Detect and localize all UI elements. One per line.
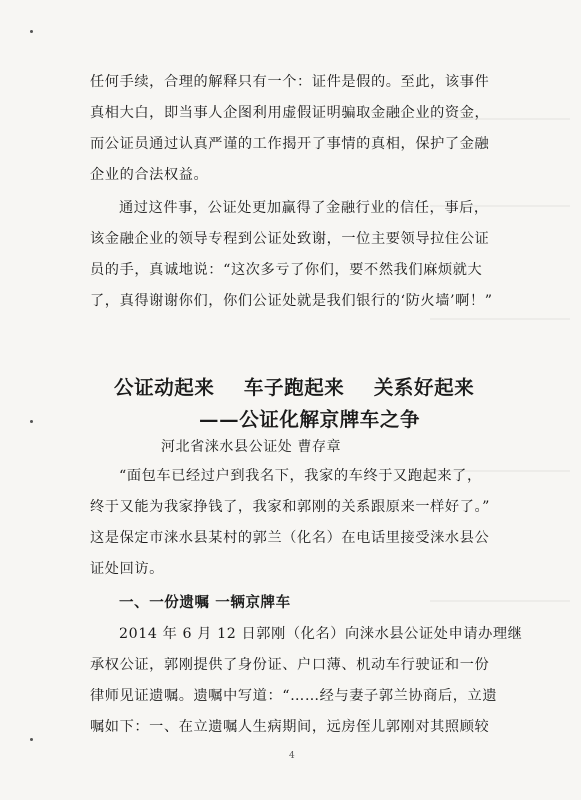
body-line: 了，真得谢谢你们，你们公证处就是我们银行的‘防火墙’啊！” <box>90 293 493 309</box>
body-line: 证处回访。 <box>90 561 164 577</box>
bleed-through <box>430 600 570 602</box>
body-line: 真相大白，即当事人企图利用虚假证明骗取金融企业的资金， <box>90 105 490 121</box>
page-number: 4 <box>289 751 295 761</box>
body-line: 而公证员通过认真严谨的工作揭开了事情的真相，保护了金融 <box>90 136 490 152</box>
title-part: 公证动起来 <box>114 376 215 399</box>
punch-hole-mark <box>30 738 33 741</box>
body-line: 终于又能为我家挣钱了，我家和郭刚的关系跟原来一样好了。” <box>90 499 491 515</box>
article-subtitle: ——公证化解京牌车之争 <box>199 408 421 431</box>
body-line: “面包车已经过户到我名下，我家的车终于又跑起来了， <box>119 468 482 484</box>
body-line: 任何手续，合理的解释只有一个：证件是假的。至此，该事件 <box>90 74 490 90</box>
body-line: 嘱如下：一、在立遗嘱人生病期间，远房侄儿郭刚对其照顾较 <box>90 719 490 735</box>
section-heading: 一、一份遗嘱 一辆京牌车 <box>119 594 291 611</box>
bleed-through <box>430 318 570 320</box>
body-line: 该金融企业的领导专程到公证处致谢，一位主要领导拉住公证 <box>90 231 490 247</box>
title-part: 车子跑起来 <box>243 376 345 399</box>
article-byline: 河北省涞水县公证处 曹存章 <box>161 439 342 455</box>
body-line: 通过这件事，公证处更加赢得了金融行业的信任，事后， <box>119 200 489 216</box>
article-title <box>114 372 474 400</box>
punch-hole-mark <box>30 420 33 423</box>
body-line: 企业的合法权益。 <box>90 167 209 183</box>
body-line: 员的手，真诚地说：“这次多亏了你们，要不然我们麻烦就大 <box>90 262 483 278</box>
body-line: 2014 年 6 月 12 日郭刚（化名）向涞水县公证处申请办理继 <box>119 626 523 642</box>
body-line: 承权公证，郭刚提供了身份证、户口薄、机动车行驶证和一份 <box>90 657 490 673</box>
title-part: 关系好起来 <box>373 376 475 399</box>
body-line: 这是保定市涞水县某村的郭兰（化名）在电话里接受涞水县公 <box>90 530 490 546</box>
punch-hole-mark <box>30 30 33 33</box>
body-line: 律师见证遗嘱。遗嘱中写道：“……经与妻子郭兰协商后，立遗 <box>90 688 498 704</box>
